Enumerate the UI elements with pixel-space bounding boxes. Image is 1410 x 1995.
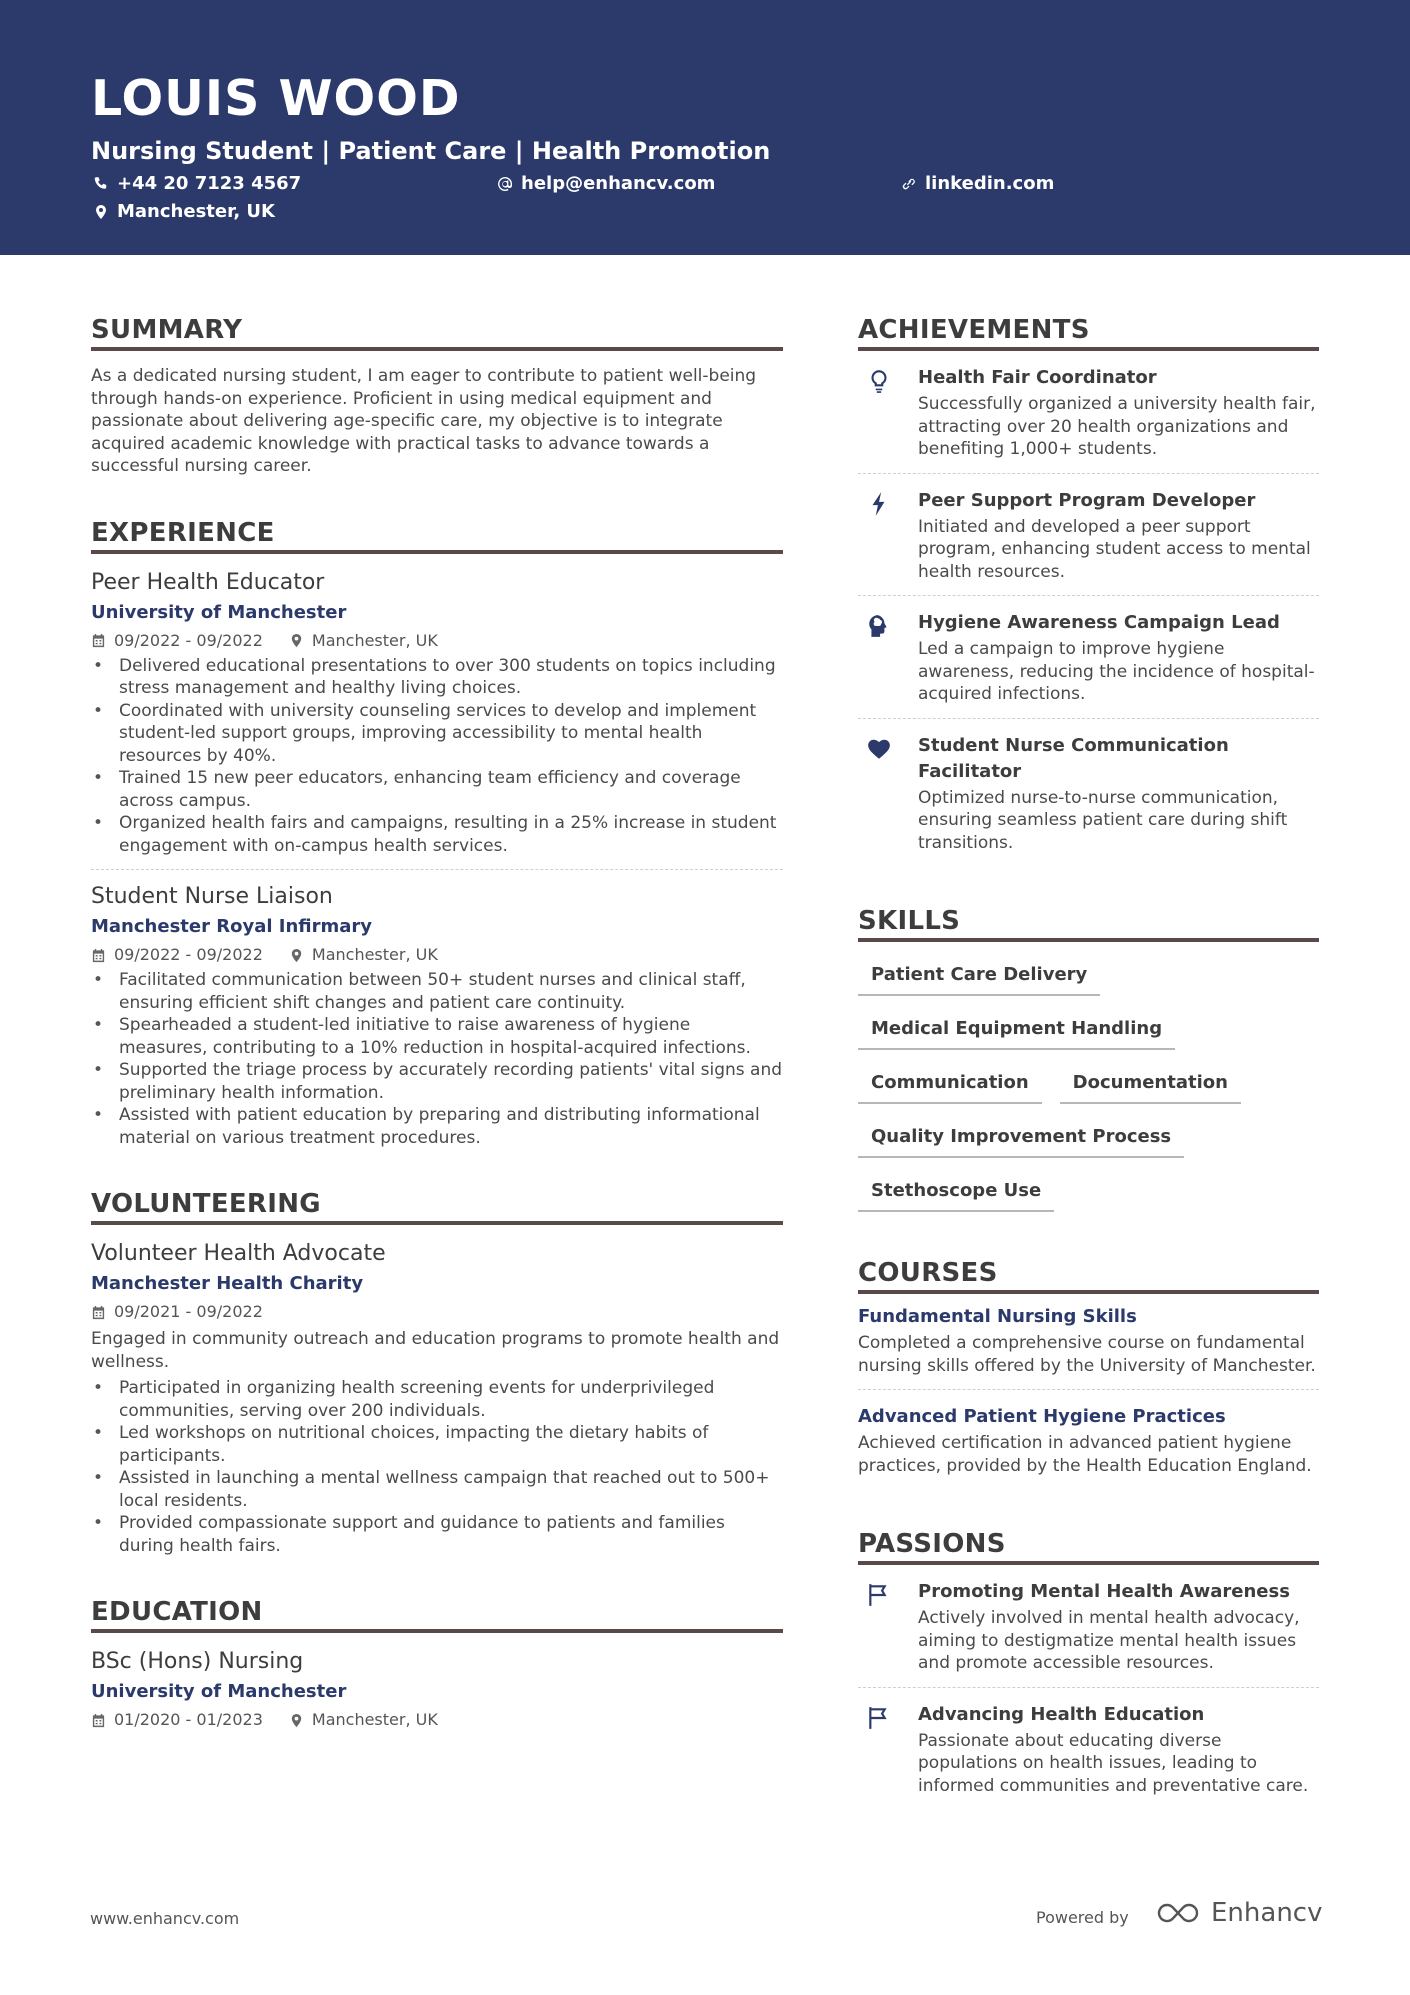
education-meta — [91, 1707, 783, 1733]
achievement-description: Successfully organized a university health fair, attracting over 20 health organizations and benefiting 1,000+ students. — [918, 394, 1316, 459]
achievement-title: Hygiene Awareness Campaign Lead — [918, 612, 1280, 633]
link-icon — [901, 176, 917, 192]
company-name: Manchester Royal Infirmary — [91, 916, 373, 937]
achievement-item — [858, 351, 1319, 473]
headline: Nursing Student | Patient Care | Health Promotion — [91, 137, 771, 165]
passions-heading: PASSIONS — [858, 1529, 1319, 1565]
course-description: Completed a comprehensive course on fundamental nursing skills offered by the University of Manchester. — [858, 1333, 1316, 1376]
volunteer-description: Engaged in community outreach and education programs to promote health and wellness. — [91, 1329, 780, 1372]
job-location: Manchester, UK — [289, 942, 438, 968]
volunteer-dates: 09/2021 - 09/2022 — [91, 1299, 263, 1325]
course-title: Advanced Patient Hygiene Practices — [858, 1406, 1226, 1427]
company-name: University of Manchester — [91, 601, 347, 623]
achievement-description: Led a campaign to improve hygiene awareness, reducing the incidence of hospital-acquired infections. — [918, 639, 1315, 704]
education-section — [91, 1597, 783, 1733]
volunteering-section — [91, 1189, 783, 1557]
job-title: Student Nurse Liaison — [91, 884, 333, 909]
flag-icon — [866, 1705, 892, 1731]
bullet-item: • Spearheaded a student-led initiative to raise awareness of hygiene measures, contributing to a 10% reduction in hospital-acquired infections. — [91, 1014, 783, 1059]
job-meta — [91, 628, 783, 654]
skill-tag: Quality Improvement Process — [858, 1116, 1184, 1158]
lightbulb-icon — [866, 368, 892, 394]
contact-link[interactable] — [901, 173, 1054, 194]
courses-heading: COURSES — [858, 1258, 1319, 1294]
courses-section — [858, 1258, 1319, 1489]
passion-title: Promoting Mental Health Awareness — [918, 1581, 1290, 1602]
experience-entry — [91, 554, 783, 858]
powered-by-label: Powered by — [1036, 1908, 1129, 1927]
experience-heading: EXPERIENCE — [91, 518, 783, 554]
job-meta — [91, 942, 783, 968]
job-dates: 09/2022 - 09/2022 — [91, 628, 263, 654]
location-pin-icon — [289, 948, 304, 963]
skill-tag: Patient Care Delivery — [858, 954, 1100, 996]
location-pin-icon — [93, 204, 109, 220]
email-text[interactable]: help@enhancv.com — [521, 173, 716, 194]
location-pin-icon — [289, 1713, 304, 1728]
skill-tag: Documentation — [1060, 1062, 1241, 1104]
summary-heading: SUMMARY — [91, 315, 783, 351]
skills-heading: SKILLS — [858, 906, 1319, 942]
calendar-icon — [91, 1713, 106, 1728]
course-item — [858, 1389, 1319, 1489]
achievement-title: Health Fair Coordinator — [918, 367, 1157, 388]
right-column — [858, 315, 1319, 1849]
calendar-icon — [91, 948, 106, 963]
achievement-title: Peer Support Program Developer — [918, 489, 1256, 511]
location-text: Manchester, UK — [117, 201, 275, 222]
bullet-item: • Provided compassionate support and guidance to patients and families during health fairs. — [91, 1512, 783, 1557]
volunteering-entry — [91, 1225, 783, 1557]
header-banner — [0, 0, 1410, 255]
contact-email[interactable] — [497, 173, 715, 194]
job-location: Manchester, UK — [289, 628, 438, 654]
job-title: Peer Health Educator — [91, 569, 325, 595]
achievement-title: Student Nurse Communication Facilitator — [918, 734, 1229, 782]
passion-description: Actively involved in mental health advocacy, aiming to destigmatize mental health issues and promote accessible resources. — [918, 1608, 1300, 1673]
job-dates: 09/2022 - 09/2022 — [91, 942, 263, 968]
course-description: Achieved certification in advanced patient hygiene practices, provided by the Health Education England. — [858, 1433, 1312, 1476]
skill-tag: Stethoscope Use — [858, 1170, 1054, 1212]
passion-description: Passionate about educating diverse populations on health issues, leading to informed communities and preventative care. — [918, 1730, 1309, 1796]
skills-section — [858, 906, 1319, 1224]
bullet-item: • Supported the triage process by accurately recording patients' vital signs and preliminary health information. — [91, 1059, 783, 1104]
achievements-heading: ACHIEVEMENTS — [858, 315, 1319, 351]
bullet-item: • Trained 15 new peer educators, enhancing team efficiency and coverage across campus. — [91, 767, 783, 812]
education-entry — [91, 1633, 783, 1733]
summary-section — [91, 315, 783, 478]
footer-url[interactable]: www.enhancv.com — [90, 1909, 240, 1928]
volunteer-bullets — [91, 1377, 783, 1557]
passion-title: Advancing Health Education — [918, 1703, 1205, 1725]
skills-list — [858, 942, 1319, 1224]
bullet-item: • Assisted in launching a mental wellness campaign that reached out to 500+ local residents. — [91, 1467, 783, 1512]
head-brain-icon — [866, 613, 892, 639]
location-pin-icon — [289, 633, 304, 648]
achievement-item — [858, 595, 1319, 718]
lightning-icon — [866, 491, 892, 517]
phone-icon — [93, 176, 109, 192]
school-name: University of Manchester — [91, 1681, 347, 1702]
experience-entry — [91, 869, 783, 1149]
passion-item — [858, 1565, 1319, 1687]
achievement-description: Optimized nurse-to-nurse communication, ensuring seamless patient care during shift transitions. — [918, 787, 1288, 853]
bullet-item: • Coordinated with university counseling services to develop and implement student-led support groups, improving accessibility to mental health resources by 40%. — [91, 700, 783, 768]
course-title: Fundamental Nursing Skills — [858, 1306, 1137, 1327]
heart-icon — [866, 736, 892, 762]
education-location: Manchester, UK — [289, 1707, 438, 1733]
job-bullets — [91, 655, 783, 858]
calendar-icon — [91, 633, 106, 648]
passions-section — [858, 1529, 1319, 1809]
volunteer-role: Volunteer Health Advocate — [91, 1241, 386, 1266]
phone-text: +44 20 7123 4567 — [117, 173, 302, 194]
bullet-item: • Assisted with patient education by preparing and distributing informational material on various treatment procedures. — [91, 1104, 783, 1149]
bullet-item: • Organized health fairs and campaigns, resulting in a 25% increase in student engagement with on-campus health services. — [91, 812, 783, 857]
calendar-icon — [91, 1305, 106, 1320]
course-item — [858, 1294, 1319, 1389]
bullet-item: • Participated in organizing health screening events for underprivileged communities, serving over 200 individuals. — [91, 1377, 783, 1422]
education-dates: 01/2020 - 01/2023 — [91, 1707, 263, 1733]
left-column — [91, 315, 783, 1773]
degree: BSc (Hons) Nursing — [91, 1649, 304, 1674]
experience-section — [91, 518, 783, 1150]
summary-text: As a dedicated nursing student, I am eager to contribute to patient well-being through hands-on experience. Proficient in using medical equipment and passionate about delivering age-specific care, my objective is to integrate acquired academic knowledge with practical tasks to advance towards a successful nursing career. — [91, 366, 757, 476]
bullet-item: • Delivered educational presentations to over 300 students on topics including stress management and healthy living choices. — [91, 655, 783, 700]
bullet-item: • Led workshops on nutritional choices, impacting the dietary habits of participants. — [91, 1422, 783, 1467]
achievements-section — [858, 315, 1319, 866]
job-bullets — [91, 969, 783, 1149]
skill-tag: Medical Equipment Handling — [858, 1008, 1175, 1050]
contact-phone — [93, 173, 301, 194]
achievement-item — [858, 718, 1319, 867]
volunteering-heading: VOLUNTEERING — [91, 1189, 783, 1225]
passion-item — [858, 1687, 1319, 1810]
enhancv-logo-icon — [1155, 1901, 1201, 1925]
volunteer-org: Manchester Health Charity — [91, 1273, 364, 1294]
flag-icon — [866, 1582, 892, 1608]
skill-tag: Communication — [858, 1062, 1042, 1104]
volunteer-meta — [91, 1299, 783, 1325]
education-heading: EDUCATION — [91, 1597, 783, 1633]
candidate-name: LOUIS WOOD — [91, 70, 461, 127]
achievement-item — [858, 473, 1319, 596]
contact-location — [93, 201, 275, 222]
achievement-description: Initiated and developed a peer support program, enhancing student access to mental health resources. — [918, 516, 1311, 582]
brand-name: Enhancv — [1211, 1898, 1323, 1928]
bullet-item: • Facilitated communication between 50+ student nurses and clinical staff, ensuring efficient shift changes and patient care continuity. — [91, 969, 783, 1014]
brand-logo[interactable] — [1155, 1898, 1322, 1928]
link-text[interactable]: linkedin.com — [925, 173, 1055, 194]
at-icon — [497, 176, 513, 192]
